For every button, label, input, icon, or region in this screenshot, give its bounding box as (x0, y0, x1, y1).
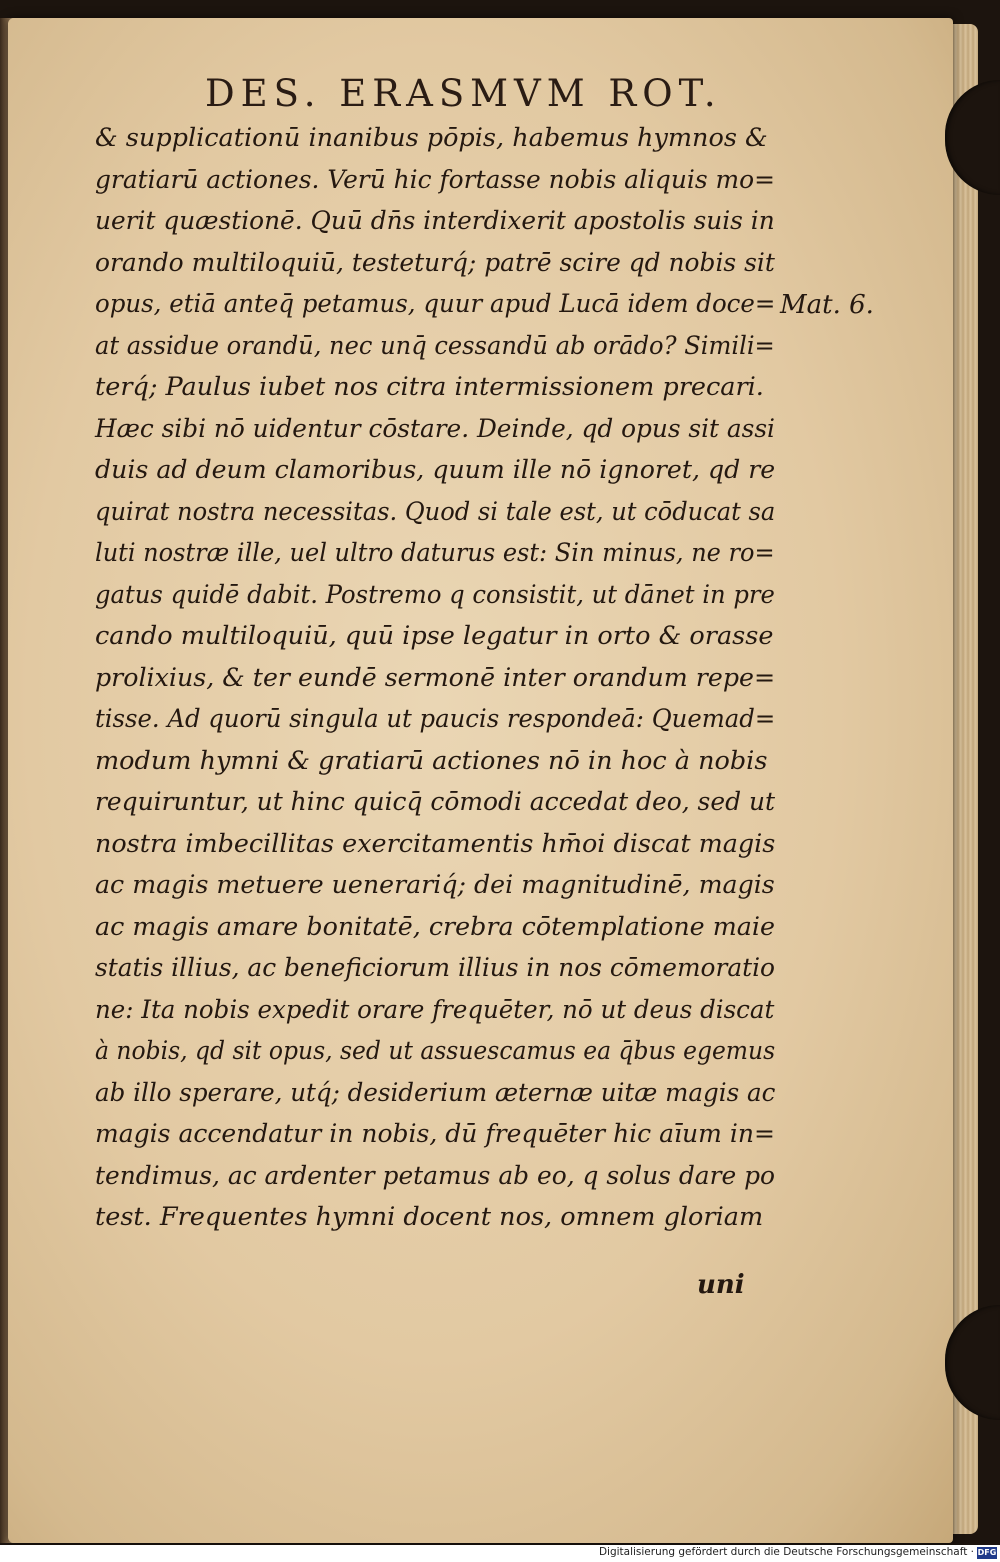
text-line: duis ad deum clamoribus, quum ille nō ignoret, qd re (95, 455, 776, 485)
text-line: magis accendatur in nobis, dū frequēter hic aīum in= (95, 1119, 775, 1149)
text-line: ac magis amare bonitatē, crebra cōtemplatione maie (95, 911, 775, 942)
text-line: ne: Ita nobis expedit orare frequēter, nō ut deus discat (95, 994, 775, 1025)
text-line: uerit quæstionē. Quū dn̄s interdixerit apostolis suis in (95, 206, 775, 236)
text-line: & supplicationū inanibus pōpis, habemus hymnos & (95, 123, 768, 153)
text-line: quirat nostra necessitas. Quod si tale est, ut cōducat sa (95, 496, 776, 527)
text-line: gratiarū actiones. Verū hic fortasse nobis aliquis mo= (95, 164, 775, 195)
text-line: modum hymni & gratiarū actiones nō in hoc à nobis (95, 745, 768, 776)
body-text (95, 118, 775, 1239)
running-header: DES. ERASMVM ROT. (205, 72, 722, 115)
text-line: Hæc sibi nō uidentur cōstare. Deinde, qd opus sit assi (95, 413, 775, 444)
text-line: terq́; Paulus iubet nos citra intermissionem precari. (95, 372, 764, 402)
text-line: test. Frequentes hymni docent nos, omnem gloriam (95, 1202, 764, 1232)
text-line: prolixius, & ter eundē sermonē inter orandum repe= (95, 662, 776, 693)
text-line: statis illius, ac beneficiorum illius in nos cōmemoratio (95, 953, 776, 983)
text-line: luti nostræ ille, uel ultro daturus est: Sin minus, ne ro= (95, 538, 775, 568)
text-line: à nobis, qd sit opus, sed ut assuescamus ea q̄bus egemus (95, 1036, 776, 1066)
text-line: ac magis metuere uenerariq́; dei magnitudinē, magis (95, 870, 775, 900)
text-line: at assidue orandū, nec unq̄ cessandū ab orādo? Simili= (95, 330, 775, 361)
text-line: requiruntur, ut hinc quicq̄ cōmodi accedat deo, sed ut (95, 787, 776, 817)
dfg-logo: DFG (977, 1548, 997, 1557)
text-line: opus, etiā anteq̄ petamus, quur apud Lucā idem doce= (95, 289, 776, 319)
text-line: orando multiloquiū, testeturq́; patrē scire qd nobis sit (95, 247, 775, 278)
text-line: gatus quidē dabit. Postremo q consistit, ut dānet in pre (95, 579, 775, 610)
text-line: cando multiloquiū, quū ipse legatur in orto & orasse (95, 621, 774, 651)
text-line: tendimus, ac ardenter petamus ab eo, q solus dare po (95, 1160, 776, 1191)
funding-footer: Digitalisierung gefördert durch die Deutsche Forschungsgemeinschaft · (598, 1546, 974, 1558)
marginal-reference: Mat. 6. (780, 290, 874, 320)
catchword: uni (697, 1270, 745, 1300)
text-line: tisse. Ad quorū singula ut paucis respondeā: Quemad= (95, 704, 776, 734)
text-line: ab illo sperare, utq́; desiderium æternæ uitæ magis ac (95, 1077, 776, 1108)
text-line: nostra imbecillitas exercitamentis hm̄oi discat magis (95, 828, 776, 859)
